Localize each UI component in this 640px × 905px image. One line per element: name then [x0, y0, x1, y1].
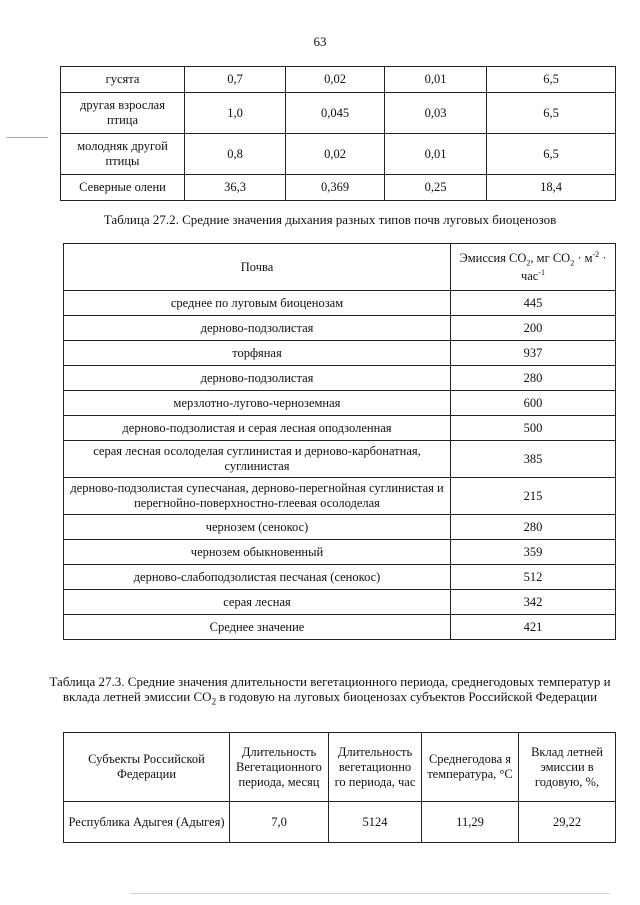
table-cell: 29,22	[519, 802, 616, 843]
table-row	[64, 391, 616, 416]
soil-type-cell: дерново-подзолистая	[64, 366, 451, 391]
table-row	[64, 416, 616, 441]
table-row	[64, 441, 616, 478]
table-row	[61, 175, 616, 201]
column-header-emission: Эмиссия $CO_2$, мг $CO_2 \cdot м^{-2} \cdot час^{-1}$	[451, 244, 616, 291]
table-cell: 6,5	[487, 134, 616, 175]
soil-type-cell: дерново-подзолистая	[64, 316, 451, 341]
emission-value-cell: 280	[451, 515, 616, 540]
table-row	[64, 615, 616, 640]
soil-type-cell: Среднее значение	[64, 615, 451, 640]
table-cell: 6,5	[487, 93, 616, 134]
vegetation-period-table	[63, 732, 616, 843]
table-cell: другая взрослая птица	[61, 93, 185, 134]
table-caption: Таблица 27.2. Средние значения дыхания разных типов почв луговых биоценозов	[103, 212, 557, 227]
table-header-row	[64, 733, 616, 802]
emission-value-cell: 600	[451, 391, 616, 416]
soil-respiration-table	[63, 243, 616, 640]
table-header-row	[64, 244, 616, 291]
table-cell: 0,01	[385, 67, 487, 93]
table-row	[64, 515, 616, 540]
emission-value-cell: 512	[451, 565, 616, 590]
emission-value-cell: 342	[451, 590, 616, 615]
emission-value-cell: 359	[451, 540, 616, 565]
table-row	[64, 802, 616, 843]
table-row	[64, 565, 616, 590]
table-cell: 1,0	[185, 93, 286, 134]
table-cell: 0,02	[286, 67, 385, 93]
column-header: Среднегодова я температура, °С	[422, 733, 519, 802]
table-cell: 18,4	[487, 175, 616, 201]
page-number: 63	[313, 34, 327, 49]
table-cell: молодняк другой птицы	[61, 134, 185, 175]
table-row	[61, 134, 616, 175]
table-cell: 11,29	[422, 802, 519, 843]
scan-artifact-line	[6, 137, 48, 138]
livestock-emission-table	[60, 66, 616, 201]
table-cell: 36,3	[185, 175, 286, 201]
soil-type-cell: дерново-слабоподзолистая песчаная (сенокос)	[64, 565, 451, 590]
scan-artifact-line	[130, 893, 610, 894]
emission-value-cell: 421	[451, 615, 616, 640]
soil-type-cell: мерзлотно-лугово-черноземная	[64, 391, 451, 416]
table-row	[61, 93, 616, 134]
soil-type-cell: дерново-подзолистая и серая лесная оподзоленная	[64, 416, 451, 441]
table-cell: 0,25	[385, 175, 487, 201]
table-cell: 7,0	[230, 802, 329, 843]
soil-type-cell: дерново-подзолистая супесчаная, дерново-перегнойная суглинистая и перегнойно-поверхностно-глеевая осолоделая	[64, 478, 451, 515]
emission-value-cell: 200	[451, 316, 616, 341]
table-row	[64, 341, 616, 366]
soil-type-cell: торфяная	[64, 341, 451, 366]
emission-value-cell: 937	[451, 341, 616, 366]
column-header-soil: Почва	[64, 244, 451, 291]
table-row	[64, 590, 616, 615]
table-row	[64, 291, 616, 316]
table-caption: Таблица 27.3. Средние значения длительности вегетационного периода, среднегодовых температур и вклада летней эмиссии $CO_2$ в годовую на луговых биоценозах субъектов Российской Федерации	[49, 674, 611, 707]
table-cell: гусята	[61, 67, 185, 93]
table-row	[64, 478, 616, 515]
table-cell: Республика Адыгея (Адыгея)	[64, 802, 230, 843]
column-header: Длительность Вегетационного периода, месяц	[230, 733, 329, 802]
emission-value-cell: 500	[451, 416, 616, 441]
soil-type-cell: среднее по луговым биоценозам	[64, 291, 451, 316]
emission-value-cell: 385	[451, 441, 616, 478]
emission-value-cell: 280	[451, 366, 616, 391]
soil-type-cell: чернозем обыкновенный	[64, 540, 451, 565]
table-cell: 0,02	[286, 134, 385, 175]
table-cell: 0,7	[185, 67, 286, 93]
table-row	[61, 67, 616, 93]
soil-type-cell: серая лесная осолоделая суглинистая и дерново-карбонатная, суглинистая	[64, 441, 451, 478]
table-cell: 0,03	[385, 93, 487, 134]
soil-type-cell: чернозем (сенокос)	[64, 515, 451, 540]
table-cell: Северные олени	[61, 175, 185, 201]
emission-value-cell: 445	[451, 291, 616, 316]
table-cell: 6,5	[487, 67, 616, 93]
table-cell: 0,8	[185, 134, 286, 175]
column-header: Вклад летней эмиссии в годовую, %,	[519, 733, 616, 802]
column-header: Субъекты Российской Федерации	[64, 733, 230, 802]
table-row	[64, 316, 616, 341]
table-cell: 0,369	[286, 175, 385, 201]
table-row	[64, 366, 616, 391]
table-cell: 5124	[329, 802, 422, 843]
table-cell: 0,01	[385, 134, 487, 175]
column-header: Длительность вегетационно го периода, час	[329, 733, 422, 802]
table-row	[64, 540, 616, 565]
table-cell: 0,045	[286, 93, 385, 134]
emission-value-cell: 215	[451, 478, 616, 515]
soil-type-cell: серая лесная	[64, 590, 451, 615]
